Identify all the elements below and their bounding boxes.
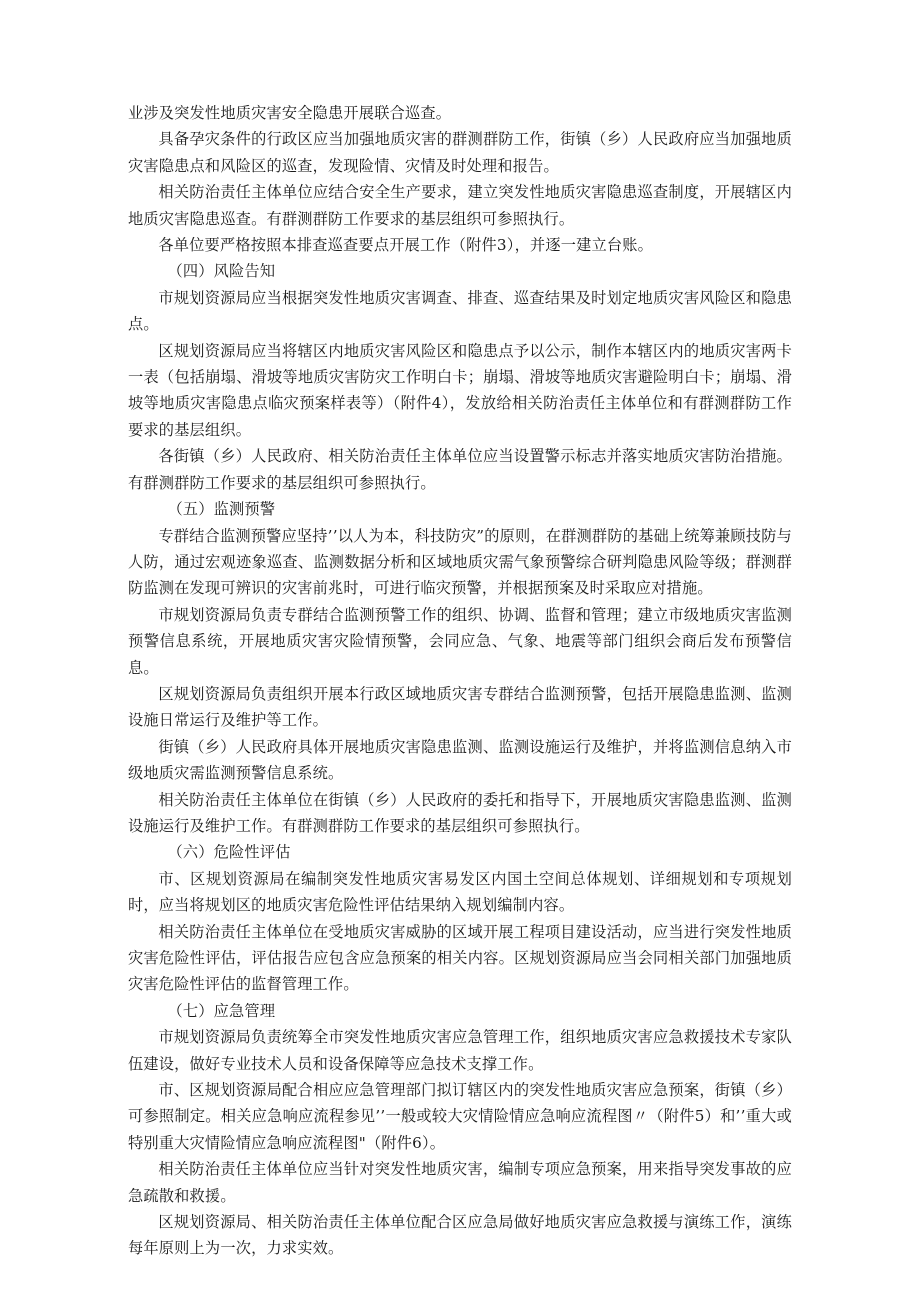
paragraph: 具备孕灾条件的行政区应当加强地质灾害的群测群防工作，街镇（乡）人民政府应当加强地质灾害隐患点和风险区的巡查，发现险情、灾情及时处理和报告。 bbox=[128, 130, 792, 175]
paragraph: 业涉及突发性地质灾害安全隐患开展联合巡查。 bbox=[128, 104, 452, 122]
paragraph: 各单位要严格按照本排查巡查要点开展工作（附件3），并逐一建立台账。 bbox=[158, 236, 654, 255]
paragraph: 市、区规划资源局在编制突发性地质灾害易发区内国土空间总体规划、详细规划和专项规划时，应当将规划区的地质灾害危险性评估结果纳入规划编制内容。 bbox=[128, 869, 792, 915]
paragraph: 市规划资源局负责统筹全市突发性地质灾害应急管理工作，组织地质灾害应急救援技术专家队伍建设，做好专业技术人员和设备保障等应急技术支撑工作。 bbox=[128, 1028, 792, 1073]
paragraph: 各街镇（乡）人民政府、相关防治责任主体单位应当设置警示标志并落实地质灾害防治措施。有群测群防工作要求的基层组织可参照执行。 bbox=[128, 447, 792, 492]
paragraph: 相关防治责任主体单位在受地质灾害威胁的区域开展工程项目建设活动，应当进行突发性地质灾害危险性评估，评估报告应包含应急预案的相关内容。区规划资源局应当会同相关部门加强地质灾害危险性评估的监督管理工作。 bbox=[128, 922, 792, 994]
section-heading: （六）危险性评估 bbox=[167, 843, 291, 862]
section-heading: （五）监测预警 bbox=[167, 500, 276, 519]
paragraph: 区规划资源局、相关防治责任主体单位配合区应急局做好地质灾害应急救援与演练工作，演练每年原则上为一次，力求实效。 bbox=[128, 1213, 792, 1258]
section-heading: （七）应急管理 bbox=[167, 1001, 276, 1020]
section-heading: （四）风险告知 bbox=[167, 262, 276, 281]
paragraph: 市规划资源局应当根据突发性地质灾害调查、排查、巡查结果及时划定地质灾害风险区和隐患点。 bbox=[128, 288, 792, 334]
paragraph: 区规划资源局负责组织开展本行政区域地质灾害专群结合监测预警，包括开展隐患监测、监测设施日常运行及维护等工作。 bbox=[128, 684, 792, 730]
paragraph: 相关防治责任主体单位应当针对突发性地质灾害，编制专项应急预案，用来指导突发事故的应急疏散和救援。 bbox=[128, 1160, 792, 1205]
paragraph: 市规划资源局负责专群结合监测预警工作的组织、协调、监督和管理；建立市级地质灾害监测预警信息系统，开展地质灾害灾险情预警，会同应急、气象、地震等部门组织会商后发布预警信息。 bbox=[128, 605, 792, 677]
document-body bbox=[128, 100, 792, 1262]
paragraph: 街镇（乡）人民政府具体开展地质灾害隐患监测、监测设施运行及维护，并将监测信息纳入市级地质灾需监测预警信息系统。 bbox=[128, 737, 792, 783]
paragraph: 专群结合监测预警应坚持’’以人为本，科技防灾”的原则，在群测群防的基础上统筹兼顾技防与人防，通过宏观迹象巡查、监测数据分析和区域地质灾需气象预警综合研判隐患风险等级；群测群防监测在发现可辨识的灾害前兆时，可进行临灾预警，并根据预案及时采取应对措施。 bbox=[128, 526, 792, 598]
paragraph: 区规划资源局应当将辖区内地质灾害风险区和隐患点予以公示，制作本辖区内的地质灾害两卡一表（包括崩塌、滑坡等地质灾害防灾工作明白卡；崩塌、滑坡等地质灾害避险明白卡；崩塌、滑坡等地质灾害隐患点临灾预案样表等）（附件4），发放给相关防治责任主体单位和有群测群防工作要求的基层组织。 bbox=[128, 341, 792, 439]
paragraph: 市、区规划资源局配合相应应急管理部门拟订辖区内的突发性地质灾害应急预案，街镇（乡）可参照制定。相关应急响应流程参见’’一般或较大灾情险情应急响应流程图〃（附件5）和’’重大或特别重大灾情险情应急响应流程图"（附件6）。 bbox=[128, 1081, 792, 1152]
paragraph: 相关防治责任主体单位应结合安全生产要求，建立突发性地质灾害隐患巡查制度，开展辖区内地质灾害隐患巡查。有群测群防工作要求的基层组织可参照执行。 bbox=[128, 183, 792, 228]
paragraph: 相关防治责任主体单位在街镇（乡）人民政府的委托和指导下，开展地质灾害隐患监测、监测设施运行及维护工作。有群测群防工作要求的基层组织可参照执行。 bbox=[128, 790, 792, 835]
